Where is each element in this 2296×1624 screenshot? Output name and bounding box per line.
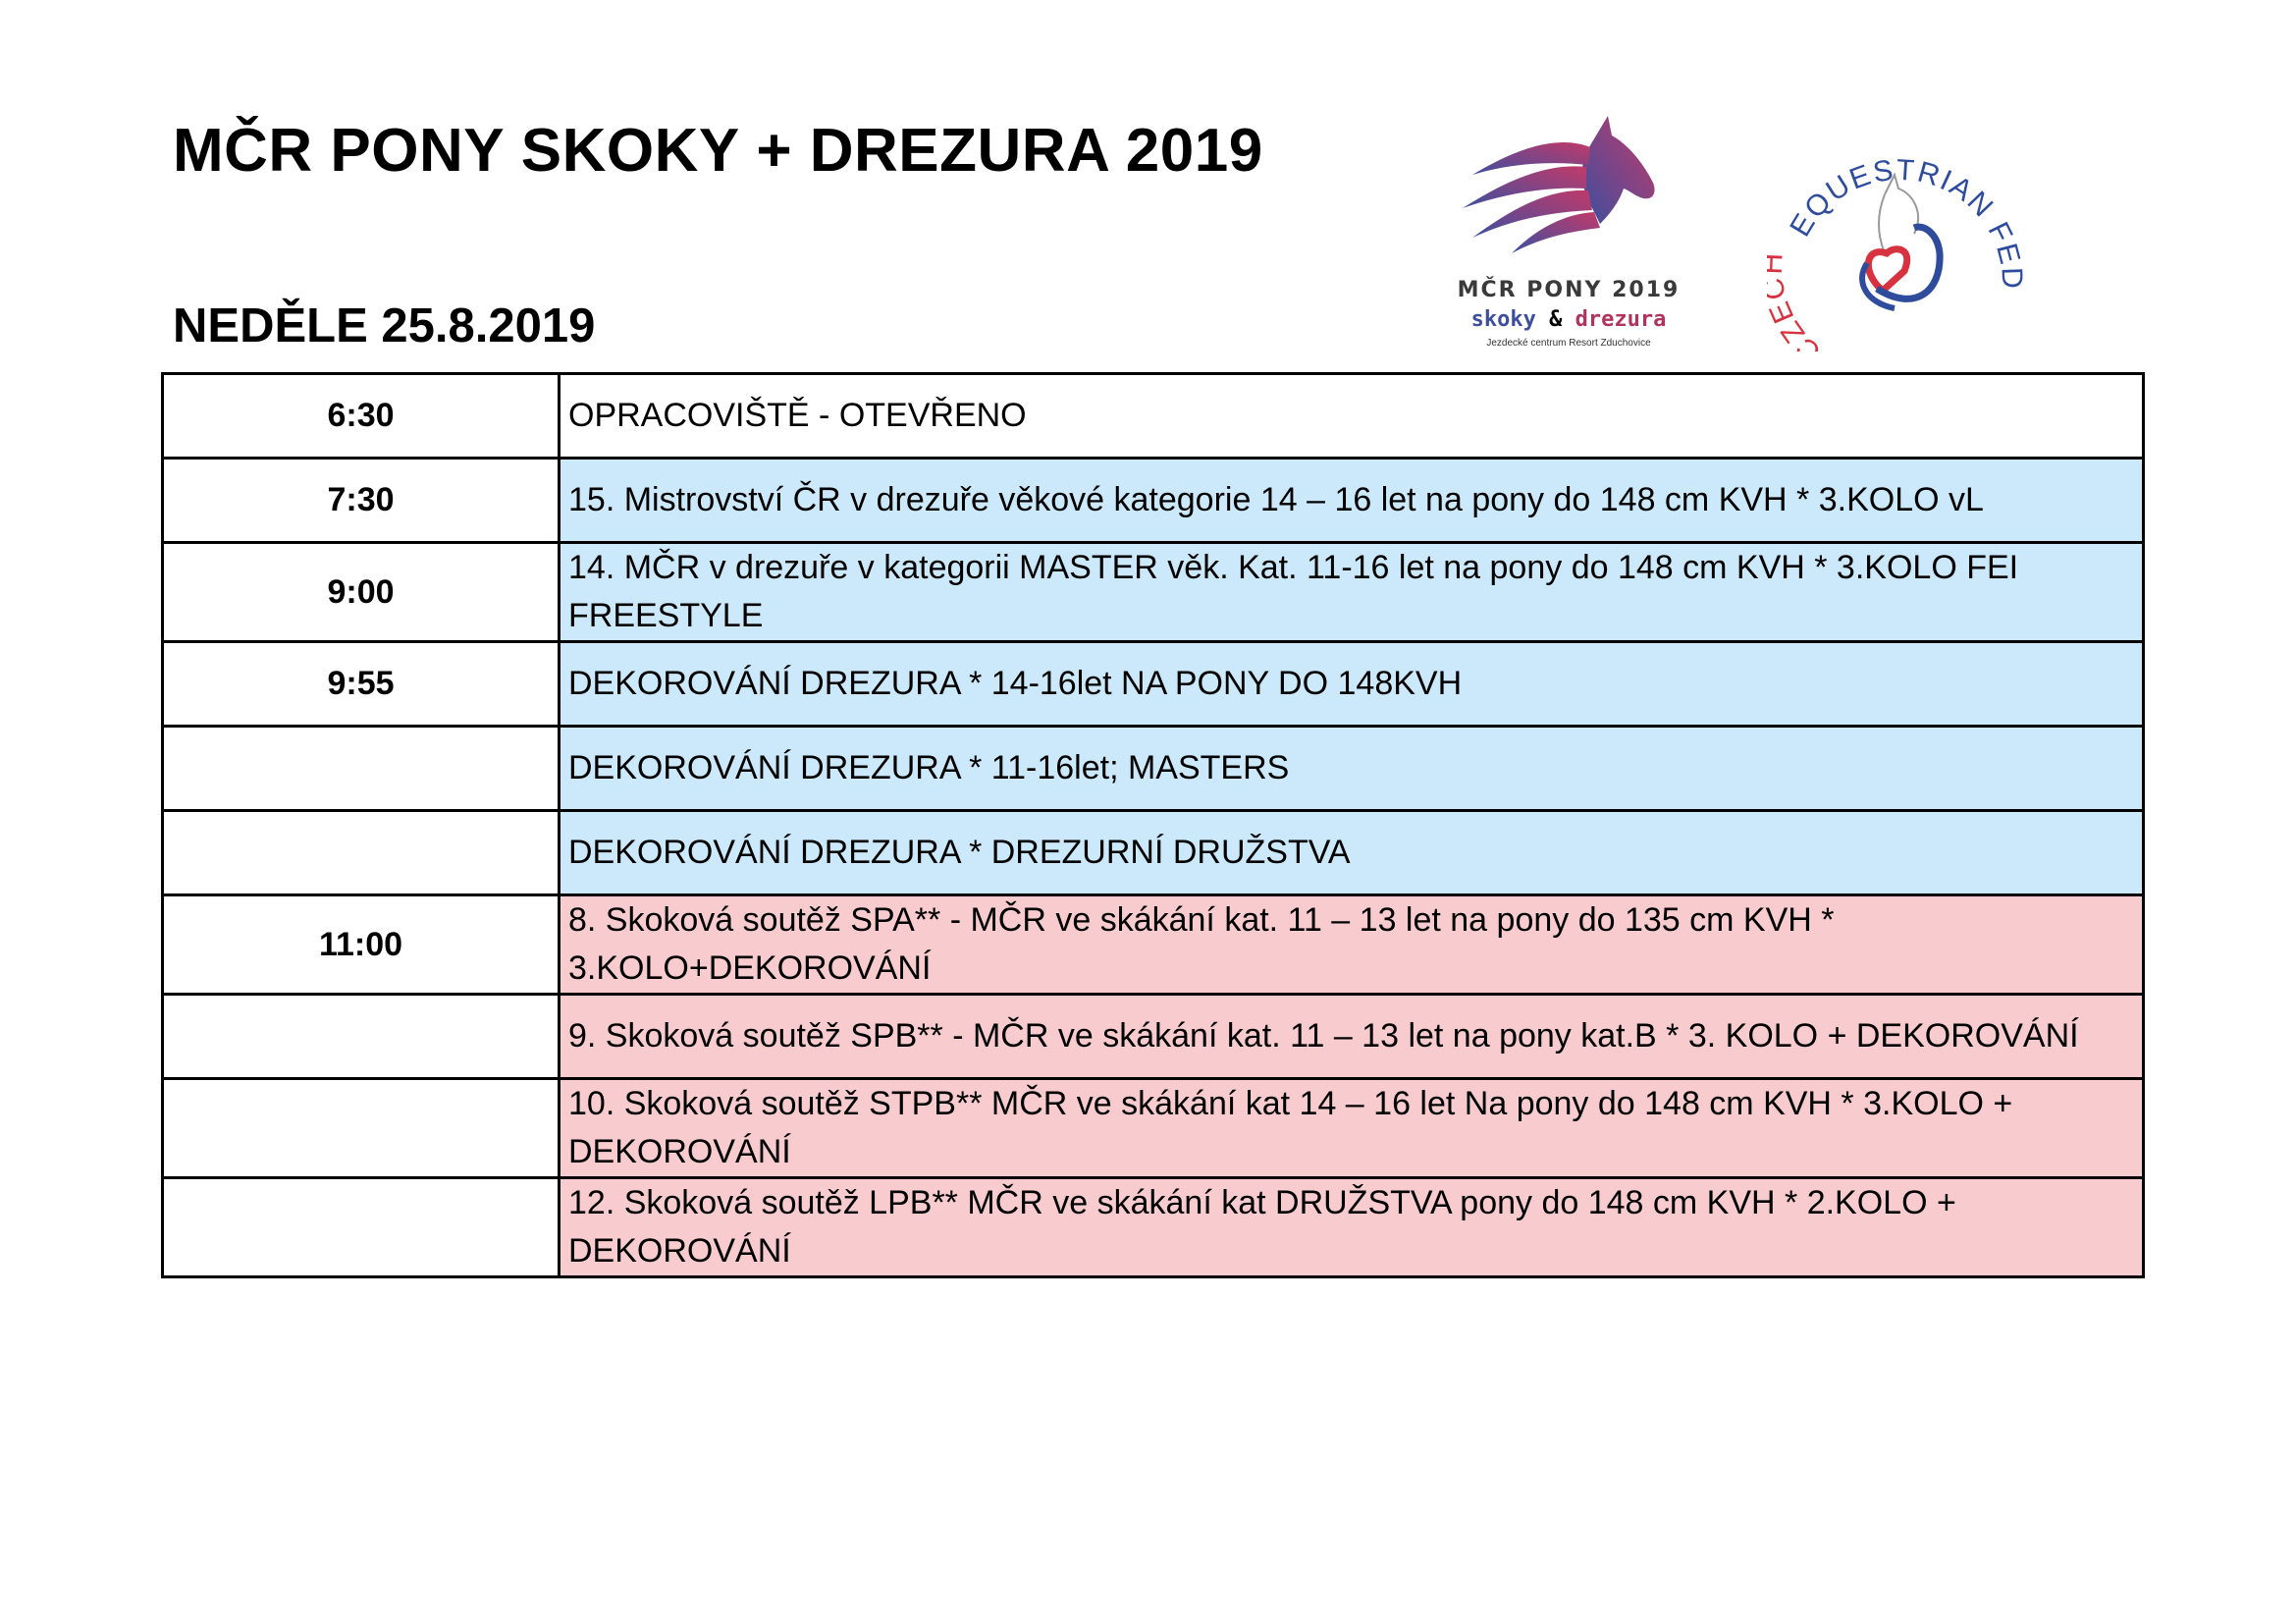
svg-text:EQUESTRIAN FEDERATION xyxy=(1767,116,2028,291)
schedule-event: 9. Skoková soutěž SPB** - MČR ve skákání kat. 11 – 13 let na pony kat.B * 3. KOLO + DEKOROVÁNÍ xyxy=(560,995,2144,1079)
schedule-time xyxy=(163,995,560,1079)
schedule-time: 7:30 xyxy=(163,459,560,543)
schedule-table xyxy=(161,372,2145,1278)
mcr-logo-sub-a: skoky xyxy=(1470,307,1536,332)
svg-text:CZECH xyxy=(1767,250,1828,352)
schedule-time: 9:00 xyxy=(163,543,560,642)
schedule-row xyxy=(163,895,2144,995)
cef-left-text: CZ xyxy=(1773,313,1828,352)
czech-equestrian-federation-logo xyxy=(1767,116,2032,352)
schedule-body xyxy=(163,374,2144,1277)
schedule-event: 10. Skoková soutěž STPB** MČR ve skákání kat 14 – 16 let Na pony do 148 cm KVH * 3.KOLO + DEKOROVÁNÍ xyxy=(560,1079,2144,1178)
schedule-event: DEKOROVÁNÍ DREZURA * 14-16let NA PONY DO 148KVH xyxy=(560,642,2144,727)
schedule-time xyxy=(163,1178,560,1277)
page-title: MČR PONY SKOKY + DREZURA 2019 xyxy=(173,117,1263,185)
schedule-time xyxy=(163,811,560,895)
schedule-time: 9:55 xyxy=(163,642,560,727)
schedule-event: OPRACOVIŠTĚ - OTEVŘENO xyxy=(560,374,2144,459)
schedule-event: DEKOROVÁNÍ DREZURA * DREZURNÍ DRUŽSTVA xyxy=(560,811,2144,895)
schedule-row xyxy=(163,374,2144,459)
schedule-row xyxy=(163,727,2144,811)
schedule-row xyxy=(163,543,2144,642)
schedule-time: 6:30 xyxy=(163,374,560,459)
mcr-logo-title: MČR PONY 2019 xyxy=(1457,278,1681,302)
schedule-row xyxy=(163,811,2144,895)
mcr-logo-venue: Jezdecké centrum Resort Zduchovice xyxy=(1486,338,1651,349)
schedule-row xyxy=(163,459,2144,543)
mcr-logo-sub-amp: & xyxy=(1549,307,1563,332)
cef-emblem-icon xyxy=(1767,116,2032,352)
schedule-event: 12. Skoková soutěž LPB** MČR ve skákání kat DRUŽSTVA pony do 148 cm KVH * 2.KOLO + DEKOROVÁNÍ xyxy=(560,1178,2144,1277)
schedule-event: 8. Skoková soutěž SPA** - MČR ve skákání kat. 11 – 13 let na pony do 135 cm KVH * 3.KOLO+DEKOROVÁNÍ xyxy=(560,895,2144,995)
schedule-row xyxy=(163,1178,2144,1277)
schedule-row xyxy=(163,1079,2144,1178)
day-heading: NEDĚLE 25.8.2019 xyxy=(173,299,596,352)
mcr-logo-sub-b: drezura xyxy=(1575,307,1667,332)
schedule-time: 11:00 xyxy=(163,895,560,995)
schedule-row xyxy=(163,995,2144,1079)
schedule-event: 14. MČR v drezuře v kategorii MASTER věk. Kat. 11-16 let na pony do 148 cm KVH * 3.KOLO FEI FREESTYLE xyxy=(560,543,2144,642)
mcr-pony-logo xyxy=(1443,106,1698,371)
schedule-row xyxy=(163,642,2144,727)
horse-head-icon xyxy=(1443,106,1698,273)
mcr-logo-subtitle xyxy=(1451,307,1686,332)
schedule-event: DEKOROVÁNÍ DREZURA * 11-16let; MASTERS xyxy=(560,727,2144,811)
schedule-time xyxy=(163,727,560,811)
cef-top-text: EQUESTRIAN FED xyxy=(1784,153,2029,292)
schedule-time xyxy=(163,1079,560,1178)
schedule-event: 15. Mistrovství ČR v drezuře věkové kategorie 14 – 16 let na pony do 148 cm KVH * 3.KOLO vL xyxy=(560,459,2144,543)
